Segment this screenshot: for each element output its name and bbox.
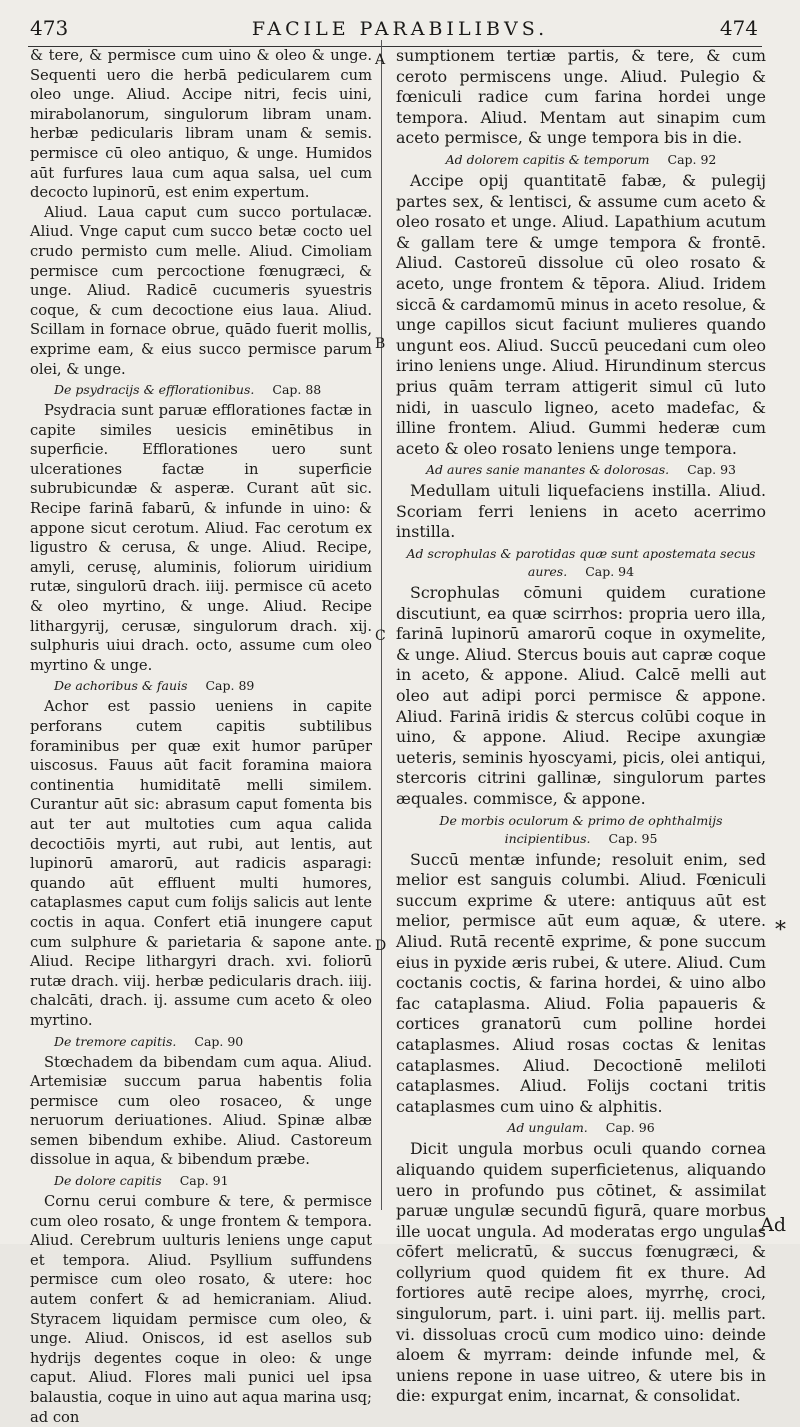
paragraph: Psydracia sunt paruæ efflorationes factæ in capite similes uesicis eminētibus in superficie. Efflorationes uero sunt ulcerationes factæ in superficie subrubicundæ & asperæ. Curant aūt sic. Recipe farinā fabarū, & infunde in uino: & appone sicut cerotum. Aliud. Fac cerotum ex ligustro & cerusa, & unge. Aliud. Recipe, amyli, cerusę, aluminis, foliorum uiridium rutæ, singulorū drach. iiij. permisce cū aceto & oleo myrtino, & unge. Aliud. Recipe lithargyrij, cerusæ, singulorum drach. xij. sulphuris uiui drach. octo, assume cum oleo myrtino & unge. [30,402,372,674]
chapter-title: Ad ungulam. [507,1120,588,1136]
chapter-number: Cap. 90 [194,1033,244,1049]
column-divider [381,40,382,1210]
chapter-heading [396,545,766,581]
chapter-title: Ad aures sanie manantes & dolorosas. [425,462,670,478]
paragraph: Medullam uituli liquefaciens instilla. Aliud. Scoriam ferri leniens in aceto acerrimo instilla. [396,481,766,542]
chapter-title: De achoribus & fauis [54,678,188,694]
page-number-left: 473 [30,16,69,40]
chapter-title: De dolore capitis [54,1173,162,1189]
right-column [396,46,766,1407]
paragraph: sumptionem tertiæ partis, & tere, & cum ceroto permiscens unge. Aliud. Pulegio & fœniculi radice cum farina hordei unge tempora. Aliud. Mentam aut sinapim cum aceto permisce, & unge tempora bis in die. [396,46,766,148]
chapter-number: Cap. 93 [687,462,736,478]
chapter-heading [30,677,372,695]
chapter-heading [396,812,766,848]
chapter-title: Ad dolorem capitis & temporum [445,151,650,167]
margin-letter-c: C [375,628,386,644]
chapter-title: De tremore capitis. [54,1033,177,1049]
chapter-heading [396,1119,766,1137]
chapter-number: Cap. 92 [667,151,717,167]
chapter-heading [30,1172,372,1190]
paragraph: Cornu cerui combure & tere, & permisce cum oleo rosato, & unge frontem & tempora. Aliud. Cerebrum uulturis leniens unge caput et tempora. Aliud. Psyllium suffundens permisce cum oleo rosato, & utere: hoc autem confert & ad hemicraniam. Aliud. Styracem liquidam permisce cum oleo, & unge. Aliud. Oniscos, id est asellos sub hydrijs degentes coque in oleo: & unge caput. Aliud. Flores mali punici uel ipsa balaustia, coque in uino aut aqua marina usq; ad con [30,1193,372,1426]
paragraph: Scrophulas cōmuni quidem curatione discutiunt, ea quæ scirrhos: propria uero illa, farinā lupinorū amarorū coque in oxymelite, & unge. Aliud. Stercus bouis aut capræ coque in aceto, & appone. Aliud. Calcē melli aut oleo aut adipi porci permisce & appone. Aliud. Farinā iridis & stercus colūbi coque in uino, & appone. Aliud. Recipe axungiæ ueteris, seminis hyoscyami, picis, olei antiqui, stercoris citrini gallinæ, singulorum partes æquales. commisce, & appone. [396,583,766,808]
chapter-heading [30,381,372,399]
paragraph: Succū mentæ infunde; resoluit enim, sed melior est sanguis columbi. Aliud. Fœniculi succum exprime & utere: antiquus aūt est melior, permisce aūt eum aquæ, & utere. Aliud. Rutā recentē exprime, & pone succum eius in pyxide æris rubei, & utere. Aliud. Cum coctanis coctis, & farina hordei, & uino albo fac cataplasma. Aliud. Folia papaueris & cortices granatorū cum polline hordei cataplasmes. Aliud rosas coctas & lenitas cataplasmes. Aliud. Decoctionē meliloti cataplasmes. Aliud. Folijs coctani tritis cataplasmes cum uino & alphitis. [396,849,766,1116]
chapter-number: Cap. 96 [605,1120,655,1136]
chapter-number: Cap. 95 [608,830,658,846]
chapter-number: Cap. 91 [179,1173,229,1189]
margin-letter-a: A [375,52,386,68]
chapter-title: De psydracijs & efflorationibus. [54,382,255,398]
chapter-heading [396,151,766,169]
paragraph: Achor est passio ueniens in capite perforans cutem capitis subtilibus foraminibus per quæ exit humor parūper uiscosus. Fauus aūt facit foramina maiora continentia humiditatē melli similem. Curantur aūt sic: abrasum caput fomenta bis aut ter aut multoties cum aqua calida decoctiōis myrti, aut rubi, aut lentis, aut lupinorū amarorū, aut radicis asparagi: quando aūt effluent multi humores, cataplasmes caput cum folijs salicis aut lente coctis in aqua. Confert etiā inungere caput cum sulphure & parietaria & sapone ante. Aliud. Recipe lithargyri drach. xvi. foliorū rutæ drach. viij. herbæ pedicularis drach. iiij. chalcāti, drach. ij. assume cum aceto & oleo myrtino. [30,698,372,1029]
paragraph: Accipe opij quantitatē fabæ, & pulegij partes sex, & lentisci, & assume cum aceto & oleo rosato et unge. Aliud. Lapathium acutum & gallam tere & umge tempora & frontē. Aliud. Castoreū dissolue cū oleo rosato & aceto, unge frontem & tēpora. Aliud. Iridem siccā & cardamomū minus in aceto resolue, & unge capillos sicut faciunt mulieres quando ungunt eos. Aliud. Succū peucedani cum oleo irino leniens unge. Aliud. Hirundinum stercus prius quām terram attigerit simul cū luto nidi, in uasculo ligneo, aceto madefac, & illine frontem. Aliud. Gummi hederæ cum aceto & oleo rosato leniens unge tempora. [396,170,766,458]
chapter-title: De morbis oculorum & primo de ophthalmijs incipientibus. [439,812,723,846]
margin-letter-b: B [375,336,386,352]
chapter-heading [396,461,766,479]
catchword: Ad [760,1214,786,1236]
paragraph: Aliud. Laua caput cum succo portulacæ. Aliud. Vnge caput cum succo betæ cocto uel crudo permisto cum melle. Aliud. Cimoliam permisce cum percoctione fœnugræci, & unge. Aliud. Radicē cucumeris syuestris coque, & cum decoctione eius laua. Aliud. Scillam in fornace obrue, quādo fuerit mollis, exprime eam, & eius succo permisce parum olei, & unge. [30,203,372,378]
margin-letter-d: D [375,938,387,954]
paragraph: & tere, & permisce cum uino & oleo & unge. Sequenti uero die herbā pedicularem cum oleo unge. Aliud. Accipe nitri, fecis uini, mirabolanorum, singulorum libram unam. herbæ pedicularis libram unam & semis. permisce cū oleo antiquo, & unge. Humidos aūt furfures laua cum aqua salsa, uel cum decocto lupinorū, est enim expertum. [30,47,372,202]
chapter-heading [30,1033,372,1051]
chapter-number: Cap. 88 [272,382,322,398]
paragraph: Stœchadem da bibendam cum aqua. Aliud. Artemisiæ succum parua habentis folia permisce cum oleo rosaceo, & unge neruorum deriuationes. Aliud. Spinæ albæ semen bibendum exhibe. Aliud. Castoreum dissolue in aqua, & bibendum præbe. [30,1053,372,1169]
asterisk-mark: * [775,918,786,943]
chapter-number: Cap. 94 [585,564,635,580]
running-title: FACILE PARABILIBVS. [251,18,549,40]
page-number-right: 474 [719,16,758,40]
running-header [0,16,800,50]
paragraph: Dicit ungula morbus oculi quando cornea aliquando quidem superficietenus, aliquando uero in profundo pus cōtinet, & assimilat paruæ ungulæ secundū figurā, quare morbus ille uocat ungula. Ad moderatas ergo ungulas cōfert melicratū, & succus fœnugræci, & collyrium quod quidem fit ex thure. Ad fortiores autē recipe aloes, myrrhę, croci, singulorum, part. i. uini part. iij. mellis part. vi. dissoluas crocū cum modico uino: deinde aloem & myrram: deinde infunde mel, & uniens repone in uase uitreo, & utere bis in die: expurgat enim, incarnat, & consolidat. [396,1139,766,1406]
left-column [30,46,372,1427]
chapter-number: Cap. 89 [205,678,255,694]
chapter-title: Ad scrophulas & parotidas quæ sunt apostemata secus aures. [406,546,756,580]
